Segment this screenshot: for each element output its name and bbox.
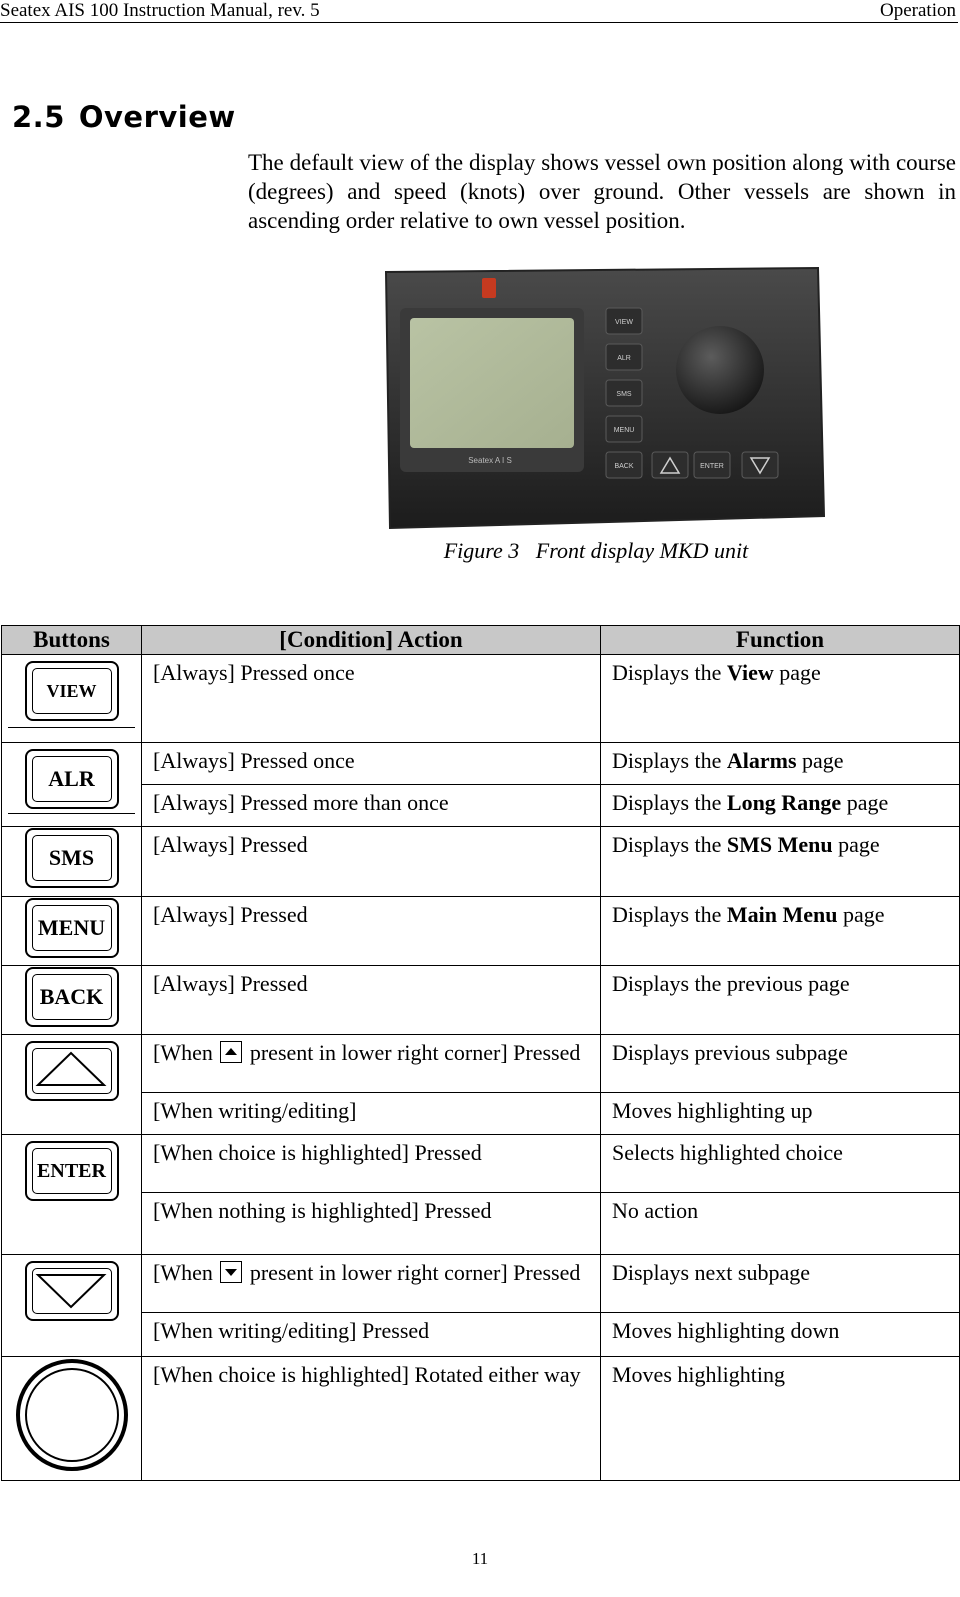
col-header-function: Function [601,626,960,655]
sms-key-cell [2,827,142,897]
view-key-cell [2,655,142,743]
lcd-screen [410,318,574,448]
unit-brand-label: Seatex A I S [468,456,512,465]
device-back-label: BACK [614,463,634,470]
device-up-key [652,452,688,478]
function-cell: Displays the View page [601,655,960,743]
function-cell: Displays the previous page [601,966,960,1035]
table-row [2,827,960,897]
section-title: Overview [78,100,236,134]
mkd-unit-photo [380,266,826,532]
view-key-icon: VIEW [25,661,119,721]
table-row [2,743,960,785]
page-number: 11 [471,1549,489,1568]
table-row [2,1193,960,1255]
header-chapter: Operation [880,0,956,21]
enter-key-icon: ENTER [25,1141,119,1201]
up-arrow-inline-icon [220,1041,242,1063]
device-rotary-knob [676,326,764,414]
down-key-cell [2,1255,142,1357]
up-key-cell [2,1035,142,1135]
button-function-table [1,625,960,1481]
up-triangle-icon [24,1041,118,1101]
function-cell: Selects highlighted choice [601,1135,960,1193]
icon-underline [8,727,135,728]
device-alr-label: ALR [617,355,631,362]
action-cell: [When writing/editing] [142,1093,601,1135]
action-cell: [When writing/editing] Pressed [142,1313,601,1357]
down-triangle-icon [24,1261,118,1321]
table-row [2,897,960,966]
function-cell: Displays next subpage [601,1255,960,1313]
table-row [2,966,960,1035]
function-cell: Moves highlighting [601,1357,960,1481]
figure-caption: Figure 3 Front display MKD unit [443,538,749,563]
table-row [2,1035,960,1093]
up-arrow-key-icon [25,1041,119,1101]
action-cell: [Always] Pressed more than once [142,785,601,827]
alr-key-cell [2,743,142,827]
icon-underline [8,813,135,814]
back-key-cell [2,966,142,1035]
rotary-knob-icon [14,1357,130,1473]
enter-key-cell [2,1135,142,1255]
section-heading [12,100,236,134]
action-cell: [Always] Pressed [142,897,601,966]
action-cell: [Always] Pressed once [142,743,601,785]
table-header-row [2,626,960,655]
header-document-title: Seatex AIS 100 Instruction Manual, rev. 5 [0,0,320,21]
table-row [2,1255,960,1313]
knob-cell [2,1357,142,1481]
action-cell: [Always] Pressed [142,966,601,1035]
function-cell: Displays previous subpage [601,1035,960,1093]
back-key-icon: BACK [25,967,119,1027]
header-rule [0,22,958,23]
power-led [482,278,496,298]
function-cell: Displays the SMS Menu page [601,827,960,897]
action-cell: [When choice is highlighted] Pressed [142,1135,601,1193]
table-row [2,1313,960,1357]
action-cell: [Always] Pressed once [142,655,601,743]
action-cell: [When choice is highlighted] Rotated either way [142,1357,601,1481]
function-cell: Displays the Alarms page [601,743,960,785]
down-arrow-key-icon [25,1261,119,1321]
action-cell: [Always] Pressed [142,827,601,897]
table-row [2,785,960,827]
intro-paragraph: The default view of the display shows vessel own position along with course (degrees) and speed (knots) over ground. Other vessels are shown in ascending order relative to own vessel position. [248,150,956,233]
action-cell: [When present in lower right corner] Pressed [142,1035,601,1093]
device-sms-label: SMS [616,391,632,398]
function-cell: Moves highlighting down [601,1313,960,1357]
action-cell: [When present in lower right corner] Pressed [142,1255,601,1313]
device-menu-label: MENU [613,427,635,434]
function-cell: Displays the Long Range page [601,785,960,827]
action-cell: [When nothing is highlighted] Pressed [142,1193,601,1255]
down-arrow-inline-icon [220,1261,242,1283]
sms-key-icon: SMS [25,828,119,888]
alr-key-icon: ALR [25,749,119,809]
table-row [2,1135,960,1193]
section-number: 2.5 [12,100,65,134]
table-row [2,1357,960,1481]
device-enter-label: ENTER [700,463,724,470]
table-row [2,1093,960,1135]
menu-key-icon: MENU [25,898,119,958]
device-view-label: VIEW [615,319,633,326]
col-header-action: [Condition] Action [142,626,601,655]
function-cell: No action [601,1193,960,1255]
function-cell: Moves highlighting up [601,1093,960,1135]
col-header-buttons: Buttons [2,626,142,655]
menu-key-cell [2,897,142,966]
table-row [2,655,960,743]
function-cell: Displays the Main Menu page [601,897,960,966]
